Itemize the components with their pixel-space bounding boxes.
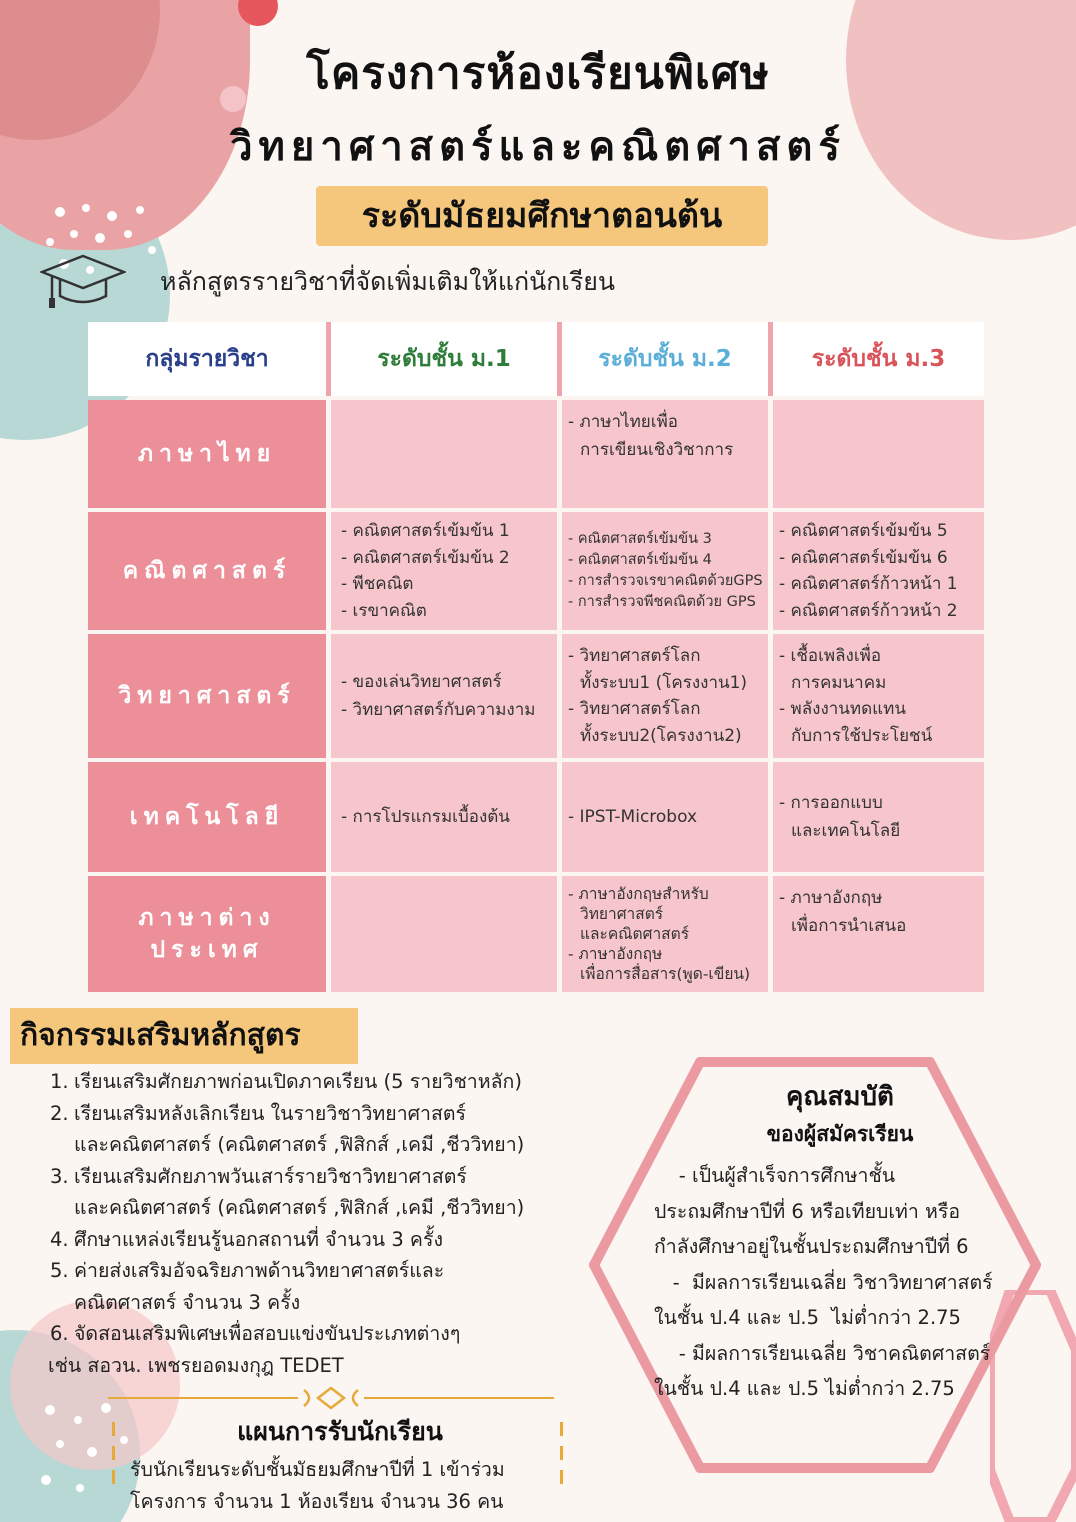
activities-title: กิจกรรมเสริมหลักสูตร	[10, 1008, 358, 1064]
course-cell-m3	[773, 876, 984, 992]
course-cell-m3	[773, 634, 984, 758]
qualification-line: ประถมศึกษาปีที่ 6 หรือเทียบเท่า หรือ	[654, 1199, 961, 1223]
level-banner: ระดับมัธยมศึกษาตอนต้น	[316, 186, 768, 246]
activity-number: 2.	[50, 1101, 69, 1125]
subject-cell	[88, 512, 326, 630]
table-header-label: ระดับชั้น ม.2	[598, 346, 732, 372]
subject-label	[130, 801, 284, 833]
ornament-divider	[108, 1386, 554, 1410]
activity-text	[74, 1098, 524, 1161]
qualification-line: - เป็นผู้สำเร็จการศึกษาชั้น	[654, 1164, 896, 1187]
course-cell-m2	[562, 762, 768, 872]
subject-cell	[88, 634, 326, 758]
qualification-line: กำลังศึกษาอยู่ในชั้นประถมศึกษาปีที่ 6	[654, 1235, 969, 1258]
subject-label-line: ภาษาไทย	[137, 441, 277, 467]
page-title-line2: วิทยาศาสตร์และคณิตศาสตร์	[230, 124, 846, 170]
qualification-line: - มีผลการเรียนเฉลี่ย วิชาคณิตศาสตร์	[654, 1341, 991, 1365]
subject-label-line: วิทยาศาสตร์	[118, 683, 296, 709]
curriculum-table	[88, 322, 984, 992]
course-item: กับการใช้ประโยชน์	[791, 725, 933, 746]
qualification-line: ในชั้น ป.4 และ ป.5 ไม่ต่ำกว่า 2.75	[654, 1377, 955, 1400]
decor-dash	[112, 1446, 115, 1460]
course-cell-m2	[562, 876, 768, 992]
activity-line: เรียนเสริมศักยภาพวันเสาร์รายวิชาวิทยาศาสตร์	[74, 1164, 467, 1188]
qualifications-text	[654, 1158, 1054, 1407]
course-item: - วิทยาศาสตร์กับความงาม	[341, 700, 536, 720]
plan-title: แผนการรับนักเรียน	[237, 1417, 443, 1446]
course-item: - ภาษาอังกฤษ	[568, 945, 663, 963]
course-cell-m2	[562, 634, 768, 758]
activity-line: ค่ายส่งเสริมอัจฉริยภาพด้านวิทยาศาสตร์และ	[74, 1259, 445, 1282]
plan-text	[130, 1454, 570, 1518]
activity-text	[74, 1255, 444, 1318]
subject-label	[138, 902, 275, 966]
subject-label-line: ประเทศ	[150, 937, 264, 963]
course-item: - เชื้อเพลิงเพื่อ	[779, 646, 882, 666]
course-item: - พีชคณิต	[341, 574, 414, 594]
course-item: - ภาษาไทยเพื่อ	[568, 412, 678, 432]
course-cell-m1	[331, 512, 557, 630]
course-item: - วิทยาศาสตร์โลก	[568, 699, 701, 719]
activity-line: คณิตศาสตร์ จำนวน 3 ครั้ง	[74, 1290, 301, 1314]
table-header-group	[88, 322, 326, 396]
table-header-label: ระดับชั้น ม.3	[811, 346, 946, 372]
course-item: ทั้งระบบ1 (โครงงาน1)	[580, 672, 748, 693]
activity-number: 6.	[50, 1322, 69, 1345]
activity-line: และคณิตศาสตร์ (คณิตศาสตร์ ,ฟิสิกส์ ,เคมี ,ชีววิทยา)	[74, 1196, 525, 1219]
course-item: ทั้งระบบ2(โครงงาน2)	[580, 725, 742, 746]
course-item: - การสำรวจพีชคณิตด้วย GPS	[568, 594, 756, 610]
activity-line: ศึกษาแหล่งเรียนรู้นอกสถานที่ จำนวน 3 ครั้ง	[74, 1227, 443, 1251]
subject-label	[138, 438, 276, 470]
course-item: - คณิตศาสตร์เข้มข้น 3	[568, 531, 712, 547]
course-item: เพื่อการนำเสนอ	[791, 916, 907, 936]
plan-line: รับนักเรียนระดับชั้นมัธยมศึกษาปีที่ 1 เข้าร่วม	[130, 1458, 505, 1481]
course-item: - คณิตศาสตร์เข้มข้น 5	[779, 521, 948, 541]
activity-item	[50, 1098, 610, 1161]
course-cell-m2	[562, 400, 768, 508]
decor-dash	[560, 1446, 563, 1460]
activity-number: 3.	[50, 1164, 69, 1188]
subject-cell	[88, 762, 326, 872]
course-item: และเทคโนโลยี	[791, 821, 901, 841]
subject-label	[118, 680, 295, 712]
activities-list	[50, 1066, 610, 1381]
course-cell-m3	[773, 400, 984, 508]
activity-item	[50, 1066, 610, 1098]
course-item: - คณิตศาสตร์เข้มข้น 4	[568, 552, 712, 568]
course-item: - การออกแบบ	[779, 793, 883, 813]
course-item: วิทยาศาสตร์	[580, 905, 664, 923]
course-item: - ของเล่นวิทยาศาสตร์	[341, 672, 502, 692]
course-item: เพื่อการสื่อสาร(พูด-เขียน)	[580, 965, 751, 983]
course-cell-m1	[331, 762, 557, 872]
course-cell-m3	[773, 762, 984, 872]
activity-item	[50, 1161, 610, 1224]
course-item: - การสำรวจเรขาคณิตด้วยGPS	[568, 573, 763, 589]
subject-label-line: ภาษาต่าง	[138, 905, 276, 931]
activity-item	[50, 1224, 610, 1256]
course-item: - คณิตศาสตร์ก้าวหน้า 1	[779, 574, 958, 594]
subject-cell	[88, 876, 326, 992]
qualification-line: - มีผลการเรียนเฉลี่ย วิชาวิทยาศาสตร์	[654, 1270, 993, 1294]
course-item: - เรขาคณิต	[341, 600, 427, 621]
course-cell-m1	[331, 634, 557, 758]
activity-item	[50, 1318, 610, 1381]
course-item: - พลังงานทดแทน	[779, 699, 906, 719]
activity-line: และคณิตศาสตร์ (คณิตศาสตร์ ,ฟิสิกส์ ,เคมี ,ชีววิทยา)	[74, 1133, 525, 1156]
course-cell-m2	[562, 512, 768, 630]
decor-dash	[112, 1470, 115, 1484]
subject-label-line: คณิตศาสตร์	[122, 558, 292, 584]
activity-number: 5.	[50, 1259, 69, 1282]
activity-text	[74, 1066, 522, 1098]
plan-line: โครงการ จำนวน 1 ห้องเรียน จำนวน 36 คน	[130, 1490, 504, 1513]
table-header-m3	[773, 322, 984, 396]
page-title: โครงการห้องเรียนพิเศษ	[306, 48, 770, 99]
course-item: การเขียนเชิงวิชาการ	[580, 440, 734, 460]
course-item: - คณิตศาสตร์เข้มข้น 2	[341, 547, 510, 568]
qualifications-title: คุณสมบัติ	[786, 1082, 894, 1112]
course-cell-m1	[331, 400, 557, 508]
subject-label	[123, 555, 292, 587]
table-header-m1	[331, 322, 557, 396]
course-item: - คณิตศาสตร์เข้มข้น 6	[779, 547, 948, 568]
subject-cell	[88, 400, 326, 508]
activity-number: 1.	[50, 1070, 69, 1093]
curriculum-subtitle: หลักสูตรรายวิชาที่จัดเพิ่มเติมให้แก่นักเรียน	[160, 267, 616, 296]
activity-text	[74, 1161, 524, 1224]
course-item: การคมนาคม	[791, 672, 887, 693]
course-item: - คณิตศาสตร์ก้าวหน้า 2	[779, 600, 958, 621]
activity-line: เรียนเสริมศักยภาพก่อนเปิดภาคเรียน (5 รายวิชาหลัก)	[74, 1070, 522, 1093]
course-item: - การโปรแกรมเบื้องต้น	[341, 807, 510, 827]
course-item: - วิทยาศาสตร์โลก	[568, 646, 701, 666]
table-header-m2	[562, 322, 768, 396]
course-item: - ภาษาอังกฤษสำหรับ	[568, 885, 709, 903]
subject-label-line: เทคโนโลยี	[129, 804, 285, 830]
activity-text	[48, 1318, 461, 1381]
course-item: - ภาษาอังกฤษ	[779, 888, 883, 908]
course-item: - คณิตศาสตร์เข้มข้น 1	[341, 521, 510, 541]
course-item: และคณิตศาสตร์	[580, 925, 690, 943]
activity-line: จัดสอนเสริมพิเศษเพื่อสอบแข่งขันประเภทต่างๆ	[74, 1322, 461, 1345]
activity-number: 4.	[50, 1227, 69, 1251]
table-header-label: กลุ่มรายวิชา	[145, 346, 269, 372]
activity-line: เช่น สอวน. เพชรยอดมงกุฎ TEDET	[48, 1353, 344, 1377]
course-cell-m3	[773, 512, 984, 630]
qualification-line: ในชั้น ป.4 และ ป.5 ไม่ต่ำกว่า 2.75	[654, 1306, 961, 1329]
course-cell-m1	[331, 876, 557, 992]
activity-item	[50, 1255, 610, 1318]
decor-dash	[560, 1470, 563, 1484]
decor-dash	[112, 1422, 115, 1436]
course-item: - IPST-Microbox	[568, 807, 698, 827]
activity-text	[74, 1224, 443, 1256]
table-header-label: ระดับชั้น ม.1	[377, 346, 511, 372]
activity-line: เรียนเสริมหลังเลิกเรียน ในรายวิชาวิทยาศาสตร์	[74, 1101, 467, 1125]
graduation-cap-icon	[40, 252, 126, 312]
decor-dash	[560, 1422, 563, 1436]
qualifications-subtitle: ของผู้สมัครเรียน	[766, 1122, 914, 1146]
